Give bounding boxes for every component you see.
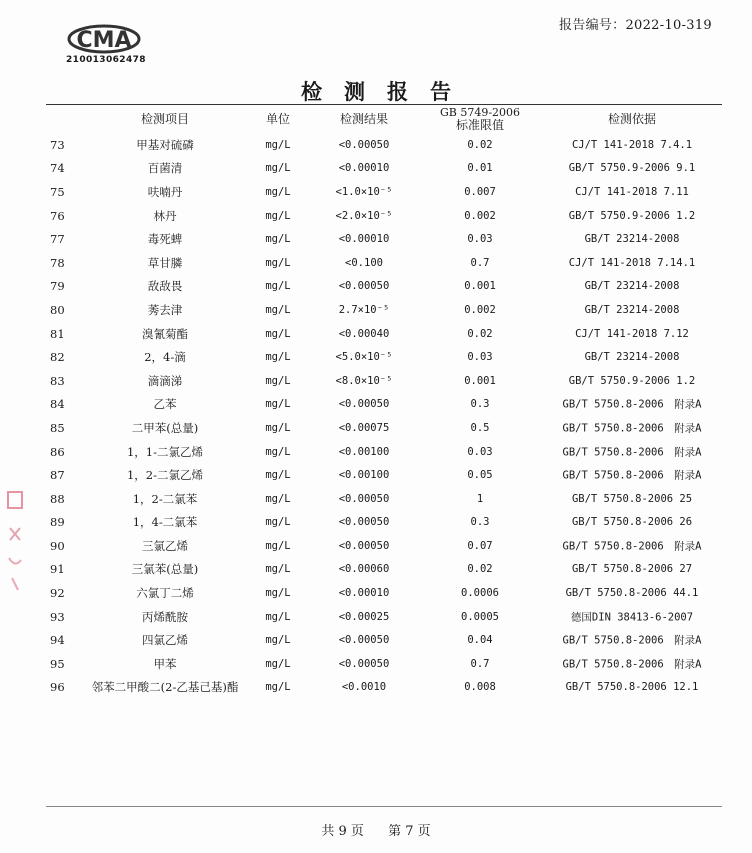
row-item: 敌敌畏 [147, 279, 183, 294]
row-basis: GB/T 5750.8-2006 44.1 [565, 587, 699, 600]
row-item: 甲苯 [153, 656, 177, 671]
row-item: 2，4-滴 [144, 350, 186, 365]
row-item: 六氯丁二烯 [136, 586, 194, 601]
header-rule [46, 104, 722, 105]
row-result: <0.00075 [338, 421, 390, 434]
row-item: 林丹 [153, 208, 177, 223]
row-number: 96 [50, 680, 65, 695]
row-number: 83 [50, 373, 65, 388]
table-body [46, 133, 722, 699]
row-unit: mg/L [265, 138, 291, 151]
row-item: 乙苯 [153, 397, 177, 412]
row-basis: GB/T 5750.8-2006 附录A [562, 469, 702, 482]
row-item: 溴氰菊酯 [142, 326, 188, 341]
row-number: 87 [50, 468, 65, 483]
row-limit: 0.0005 [461, 610, 499, 623]
cma-mark-icon [66, 24, 142, 54]
row-limit: 1 [476, 492, 484, 505]
table-row [46, 345, 722, 369]
row-result: <0.00025 [338, 610, 390, 623]
row-limit: 0.002 [464, 209, 496, 222]
seal-stamp-icon [4, 488, 26, 600]
table-row [46, 251, 722, 275]
row-unit: mg/L [265, 256, 291, 269]
page-title: 检测报告 [301, 79, 473, 104]
col-item: 检测项目 [140, 112, 189, 126]
row-basis: CJ/T 141-2018 7.11 [575, 185, 689, 198]
row-item: 四氯乙烯 [142, 633, 188, 648]
row-item: 1，1-二氯乙烯 [126, 444, 204, 459]
row-item: 1，2-二氯苯 [132, 491, 198, 506]
table-row [46, 558, 722, 582]
row-item: 毒死蜱 [147, 232, 183, 247]
row-limit: 0.3 [470, 398, 490, 411]
row-unit: mg/L [265, 610, 291, 623]
row-basis: 德国DIN 38413-6-2007 [570, 611, 694, 624]
row-limit: 0.0006 [461, 587, 499, 600]
row-unit: mg/L [265, 233, 291, 246]
table-row [46, 322, 722, 346]
row-limit: 0.01 [467, 162, 493, 175]
table-row [46, 463, 722, 487]
row-limit: 0.03 [467, 233, 493, 246]
row-basis: GB/T 5750.8-2006 附录A [562, 658, 702, 671]
table-row [46, 487, 722, 511]
row-result: <0.00100 [338, 469, 390, 482]
row-result: <2.0×10⁻⁵ [335, 209, 393, 222]
table-row [46, 298, 722, 322]
row-result: 2.7×10⁻⁵ [338, 303, 390, 316]
row-number: 85 [50, 420, 65, 435]
row-number: 81 [50, 326, 65, 341]
row-number: 84 [50, 397, 65, 412]
row-result: <0.00050 [338, 634, 390, 647]
row-limit: 0.04 [467, 634, 493, 647]
table-row [46, 393, 722, 417]
col-limit-line1: GB 5749-2006 [439, 106, 521, 119]
row-basis: GB/T 23214-2008 [584, 351, 680, 364]
row-item: 呋喃丹 [147, 184, 183, 199]
row-result: <5.0×10⁻⁵ [335, 351, 393, 364]
row-number: 73 [50, 137, 65, 152]
row-item: 邻苯二甲酸二(2-乙基己基)酯 [91, 680, 239, 695]
row-basis: GB/T 5750.8-2006 附录A [562, 422, 702, 435]
row-number: 74 [50, 161, 65, 176]
row-basis: GB/T 5750.9-2006 1.2 [568, 209, 696, 222]
table-row [46, 605, 722, 629]
row-limit: 0.02 [467, 138, 493, 151]
row-basis: GB/T 5750.8-2006 25 [571, 492, 693, 505]
row-limit: 0.02 [467, 327, 493, 340]
cma-code: 210013062478 [66, 55, 146, 65]
row-number: 78 [50, 255, 65, 270]
row-unit: mg/L [265, 445, 291, 458]
row-unit: mg/L [265, 421, 291, 434]
row-unit: mg/L [265, 185, 291, 198]
row-result: <0.00050 [338, 492, 390, 505]
row-result: <0.00010 [338, 587, 390, 600]
report-number: 报告编号：2022-10-319 [558, 18, 712, 33]
row-number: 92 [50, 586, 65, 601]
table-row [46, 652, 722, 676]
row-limit: 0.002 [464, 303, 496, 316]
row-limit: 0.007 [464, 185, 496, 198]
row-result: <0.00050 [338, 516, 390, 529]
table-row [46, 275, 722, 299]
row-basis: GB/T 5750.8-2006 附录A [562, 634, 702, 647]
row-item: 三氯乙烯 [142, 538, 188, 553]
row-number: 91 [50, 562, 65, 577]
row-basis: GB/T 5750.9-2006 9.1 [568, 162, 696, 175]
row-result: <0.00040 [338, 327, 390, 340]
row-limit: 0.07 [467, 539, 493, 552]
row-item: 草甘膦 [147, 255, 183, 270]
cma-letters: CMA [76, 28, 132, 53]
row-number: 89 [50, 515, 65, 530]
row-unit: mg/L [265, 587, 291, 600]
row-unit: mg/L [265, 634, 291, 647]
row-unit: mg/L [265, 398, 291, 411]
row-result: <0.00050 [338, 657, 390, 670]
row-limit: 0.001 [464, 374, 496, 387]
row-unit: mg/L [265, 162, 291, 175]
row-limit: 0.03 [467, 445, 493, 458]
row-item: 1，2-二氯乙烯 [126, 468, 204, 483]
row-number: 86 [50, 444, 65, 459]
row-basis: GB/T 5750.8-2006 27 [571, 563, 693, 576]
row-unit: mg/L [265, 374, 291, 387]
row-basis: GB/T 23214-2008 [584, 280, 680, 293]
row-result: <8.0×10⁻⁵ [335, 374, 393, 387]
row-basis: CJ/T 141-2018 7.12 [575, 327, 689, 340]
row-number: 79 [50, 279, 65, 294]
row-number: 82 [50, 350, 65, 365]
col-limit-line2: 标准限值 [455, 118, 504, 132]
footer-rule [46, 806, 722, 807]
row-result: <0.00010 [338, 233, 390, 246]
row-item: 甲基对硫磷 [136, 137, 194, 152]
table-row [46, 133, 722, 157]
row-result: <0.0010 [341, 681, 387, 694]
table-row [46, 581, 722, 605]
table-row [46, 534, 722, 558]
row-item: 二甲苯(总量) [131, 420, 199, 435]
row-result: <0.00010 [338, 162, 390, 175]
table-row [46, 511, 722, 535]
row-item: 莠去津 [147, 302, 183, 317]
row-unit: mg/L [265, 492, 291, 505]
row-number: 77 [50, 232, 65, 247]
row-limit: 0.7 [470, 256, 490, 269]
row-number: 76 [50, 208, 65, 223]
row-limit: 0.05 [467, 469, 493, 482]
row-result: <1.0×10⁻⁵ [335, 185, 393, 198]
row-number: 90 [50, 538, 65, 553]
row-basis: GB/T 5750.8-2006 12.1 [565, 681, 699, 694]
row-basis: GB/T 23214-2008 [584, 303, 680, 316]
row-item: 滴滴涕 [147, 373, 183, 388]
row-unit: mg/L [265, 681, 291, 694]
row-unit: mg/L [265, 303, 291, 316]
row-result: <0.00100 [338, 445, 390, 458]
table-row [46, 416, 722, 440]
row-basis: GB/T 5750.8-2006 附录A [562, 398, 702, 411]
row-result: <0.100 [345, 256, 383, 269]
row-number: 75 [50, 184, 65, 199]
row-unit: mg/L [265, 280, 291, 293]
row-basis: GB/T 5750.8-2006 附录A [562, 446, 702, 459]
row-unit: mg/L [265, 516, 291, 529]
row-unit: mg/L [265, 657, 291, 670]
row-unit: mg/L [265, 563, 291, 576]
row-limit: 0.02 [467, 563, 493, 576]
table-row [46, 440, 722, 464]
col-result: 检测结果 [339, 112, 388, 126]
table-row [46, 157, 722, 181]
row-limit: 0.3 [470, 516, 490, 529]
row-limit: 0.001 [464, 280, 496, 293]
row-result: <0.00050 [338, 398, 390, 411]
total-pages: 共 9 页 [321, 824, 364, 839]
row-item: 丙烯酰胺 [142, 609, 188, 624]
table-header [46, 106, 722, 134]
row-number: 93 [50, 609, 65, 624]
row-limit: 0.008 [464, 681, 496, 694]
row-limit: 0.5 [470, 421, 490, 434]
table-row [46, 180, 722, 204]
row-basis: GB/T 5750.9-2006 1.2 [568, 374, 696, 387]
row-basis: CJ/T 141-2018 7.4.1 [571, 138, 693, 151]
row-item: 三氯苯(总量) [131, 562, 199, 577]
row-unit: mg/L [265, 327, 291, 340]
table-row [46, 227, 722, 251]
row-unit: mg/L [265, 351, 291, 364]
row-number: 95 [50, 656, 65, 671]
row-basis: CJ/T 141-2018 7.14.1 [568, 256, 696, 269]
row-unit: mg/L [265, 469, 291, 482]
row-limit: 0.7 [470, 657, 490, 670]
row-basis: GB/T 5750.8-2006 26 [571, 516, 693, 529]
row-result: <0.00050 [338, 539, 390, 552]
row-result: <0.00060 [338, 563, 390, 576]
table-row [46, 676, 722, 700]
row-item: 1，4-二氯苯 [132, 515, 198, 530]
row-basis: GB/T 5750.8-2006 附录A [562, 540, 702, 553]
table-row [46, 204, 722, 228]
col-unit: 单位 [265, 112, 290, 126]
row-limit: 0.03 [467, 351, 493, 364]
row-number: 80 [50, 302, 65, 317]
row-number: 94 [50, 633, 65, 648]
row-number: 88 [50, 491, 65, 506]
row-unit: mg/L [265, 539, 291, 552]
row-item: 百菌清 [147, 161, 183, 176]
current-page: 第 7 页 [388, 824, 431, 839]
row-result: <0.00050 [338, 138, 390, 151]
page-footer [0, 820, 752, 839]
table-row [46, 369, 722, 393]
table-row [46, 628, 722, 652]
row-result: <0.00050 [338, 280, 390, 293]
row-basis: GB/T 23214-2008 [584, 233, 680, 246]
col-basis: 检测依据 [607, 112, 656, 126]
row-unit: mg/L [265, 209, 291, 222]
cma-logo [66, 24, 146, 65]
